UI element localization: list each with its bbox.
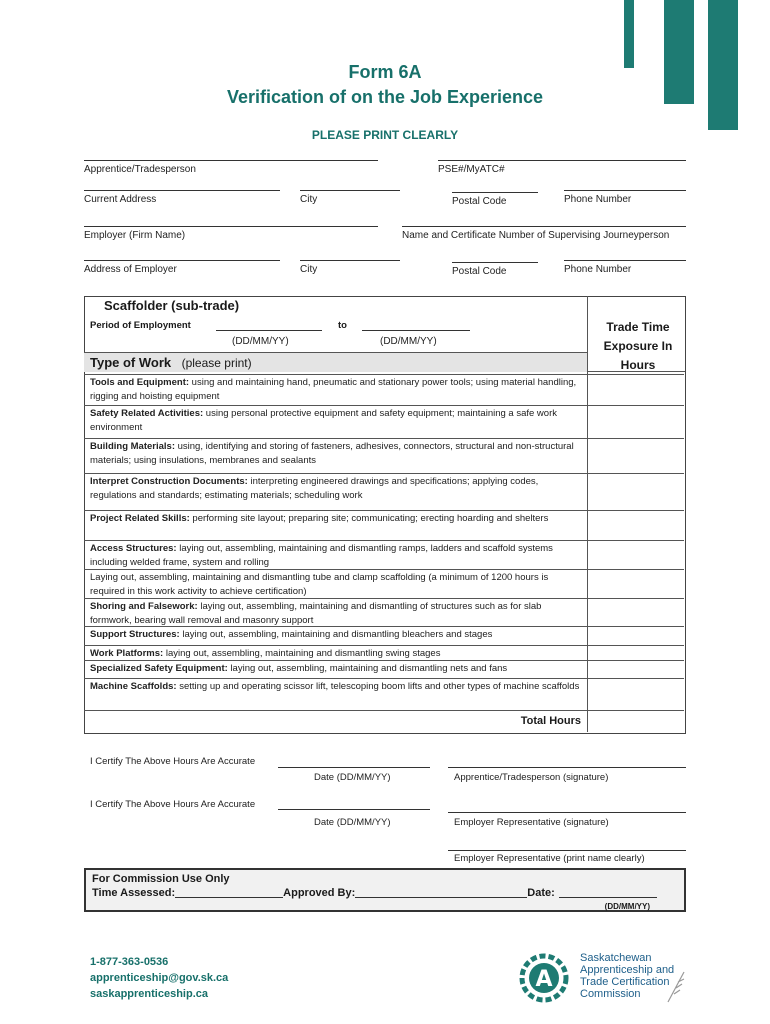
employer-postal-field[interactable]: Postal Code [452, 262, 538, 277]
apprentice-signature-caption: Apprentice/Tradesperson (signature) [454, 772, 609, 783]
commission-date-format: (DD/MM/YY) [604, 902, 650, 911]
task-hours-input[interactable] [588, 598, 684, 626]
task-row [84, 510, 587, 540]
task-row [84, 598, 587, 626]
time-assessed-input[interactable] [175, 897, 283, 898]
print-instruction: PLEASE PRINT CLEARLY [311, 128, 459, 142]
task-description: setting up and operating scissor lift, telescoping boom lifts and other types of machine scaffolds [176, 681, 580, 692]
task-hours-input[interactable] [588, 473, 684, 510]
employer-print-name-caption: Employer Representative (print name clearly) [454, 853, 645, 864]
certify-date-caption-2: Date (DD/MM/YY) [314, 817, 391, 828]
period-label: Period of Employment [90, 320, 191, 331]
task-title: Safety Related Activities: [90, 408, 204, 419]
task-title: Project Related Skills: [90, 513, 190, 524]
decor-bar-1 [624, 0, 634, 68]
contact-phone: 1-877-363-0536 [90, 956, 169, 968]
task-hours-input[interactable] [588, 405, 684, 438]
contact-website[interactable]: saskapprenticeship.ca [90, 988, 209, 1000]
task-row [84, 678, 587, 710]
apprentice-signature-input[interactable] [448, 767, 686, 768]
postal-code-field[interactable]: Postal Code [452, 192, 538, 207]
period-start-input[interactable] [216, 330, 322, 331]
employer-field[interactable]: Employer (Firm Name) [84, 226, 378, 241]
to-label: to [338, 320, 347, 331]
task-title: Access Structures: [90, 543, 177, 554]
employer-signature-caption: Employer Representative (signature) [454, 817, 609, 828]
task-title: Support Structures: [90, 629, 180, 640]
time-assessed-label: Time Assessed: [92, 887, 176, 899]
logo-line-4: Commission [580, 988, 641, 1000]
task-title: Building Materials: [90, 441, 175, 452]
task-hours-input[interactable] [588, 626, 684, 645]
task-row [84, 569, 587, 598]
task-row [84, 405, 587, 438]
task-row [84, 473, 587, 510]
apprentice-field[interactable]: Apprentice/Tradesperson [84, 160, 378, 175]
certify-statement-1: I Certify The Above Hours Are Accurate [90, 756, 256, 767]
task-hours-input[interactable] [588, 660, 684, 678]
type-of-work-header [84, 352, 587, 372]
current-address-field[interactable]: Current Address [84, 190, 280, 205]
certify-date-input-1[interactable] [278, 767, 430, 768]
hours-header-bottom [587, 371, 685, 372]
commission-date-input[interactable] [559, 897, 657, 898]
svg-text:A: A [535, 967, 553, 992]
task-hours-input[interactable] [588, 569, 684, 598]
please-print-label: (please print) [181, 356, 252, 370]
logo-line-1: Saskatchewan [580, 952, 652, 964]
task-title: Specialized Safety Equipment: [90, 663, 228, 674]
task-hours-input[interactable] [588, 510, 684, 540]
task-description: using and maintaining hand, pneumatic and stationary power tools; using material handling, rigging and hoisting equipment [90, 377, 577, 402]
task-hours-input[interactable] [588, 540, 684, 569]
commission-heading: For Commission Use Only [92, 873, 230, 885]
period-end-format: (DD/MM/YY) [380, 336, 437, 347]
task-description: laying out, assembling, maintaining and dismantling ramps, ladders and scaffold systems including welded frame, system and rolling [90, 543, 553, 568]
total-hours-row [84, 710, 684, 711]
task-hours-input[interactable] [588, 645, 684, 660]
total-hours-label: Total Hours [520, 715, 581, 727]
task-hours-input[interactable] [588, 678, 684, 710]
pse-field[interactable]: PSE#/MyATC# [438, 160, 686, 175]
task-hours-input[interactable] [588, 438, 684, 473]
task-title: Shoring and Falsework: [90, 601, 198, 612]
task-description: using, identifying and storing of fasteners, adhesives, connectors, structural and non-structural materials; using insulations, membranes and sealants [90, 441, 574, 466]
approved-by-label: Approved By: [283, 887, 356, 899]
logo-text [580, 952, 674, 1000]
task-description: laying out, assembling, maintaining and dismantling bleachers and stages [179, 629, 493, 640]
employer-phone-field[interactable]: Phone Number [564, 260, 686, 275]
task-title: Work Platforms: [90, 648, 164, 659]
task-description: laying out, assembling, maintaining and dismantling nets and fans [227, 663, 508, 674]
certify-statement-2: I Certify The Above Hours Are Accurate [90, 799, 256, 810]
task-row [84, 645, 587, 660]
employer-print-name-input[interactable] [448, 850, 686, 851]
task-title: Machine Scaffolds: [90, 681, 177, 692]
certify-date-input-2[interactable] [278, 809, 430, 810]
supervisor-field[interactable]: Name and Certificate Number of Supervising Journeyperson [402, 226, 686, 241]
trade-name: Scaffolder (sub-trade) [104, 298, 240, 313]
task-description: Laying out, assembling, maintaining and dismantling tube and clamp scaffolding (a minimum of 1200 hours is required in this work activity to achieve certification) [90, 572, 549, 597]
logo-line-2: Apprenticeship and [580, 964, 675, 976]
task-row [84, 540, 587, 569]
task-row [84, 626, 587, 645]
task-hours-input[interactable] [588, 374, 684, 405]
period-start-format: (DD/MM/YY) [232, 336, 289, 347]
approved-by-input[interactable] [355, 897, 527, 898]
task-description: performing site layout; preparing site; communicating; erecting hoarding and shelters [189, 513, 549, 524]
form-title: Verification of on the Job Experience [226, 87, 544, 107]
contact-email[interactable]: apprenticeship@gov.sk.ca [90, 972, 229, 984]
certify-date-caption-1: Date (DD/MM/YY) [314, 772, 391, 783]
task-description: using personal protective equipment and safety equipment; maintaining a safe work environment [90, 408, 557, 433]
task-description: laying out, assembling, maintaining and dismantling of structures such as for slab formwork, bearing wall removal and masonry support [90, 601, 542, 626]
commission-date-label: Date: [527, 887, 555, 899]
task-row [84, 438, 587, 473]
logo-line-3: Trade Certification [580, 976, 670, 988]
commission-box [84, 868, 686, 912]
form-number: Form 6A [348, 62, 422, 82]
period-end-input[interactable] [362, 330, 470, 331]
task-title: Interpret Construction Documents: [90, 476, 248, 487]
city-field[interactable]: City [300, 190, 400, 205]
task-description: interpreting engineered drawings and specifications; applying codes, regulations and standards; estimating materials; scheduling work [90, 476, 539, 501]
employer-address-field[interactable]: Address of Employer [84, 260, 280, 275]
phone-field[interactable]: Phone Number [564, 190, 686, 205]
task-row [84, 660, 587, 678]
task-row [84, 374, 587, 405]
commission-logo-icon [510, 950, 580, 1006]
employer-signature-input[interactable] [448, 812, 686, 813]
task-title: Tools and Equipment: [90, 377, 190, 388]
trade-time-header: Trade Time Exposure In Hours [603, 320, 673, 372]
employer-city-field[interactable]: City [300, 260, 400, 275]
task-description: laying out, assembling, maintaining and dismantling swing stages [163, 648, 441, 659]
type-of-work-label: Type of Work [90, 355, 172, 370]
logo-wheat-icon [664, 968, 688, 1004]
